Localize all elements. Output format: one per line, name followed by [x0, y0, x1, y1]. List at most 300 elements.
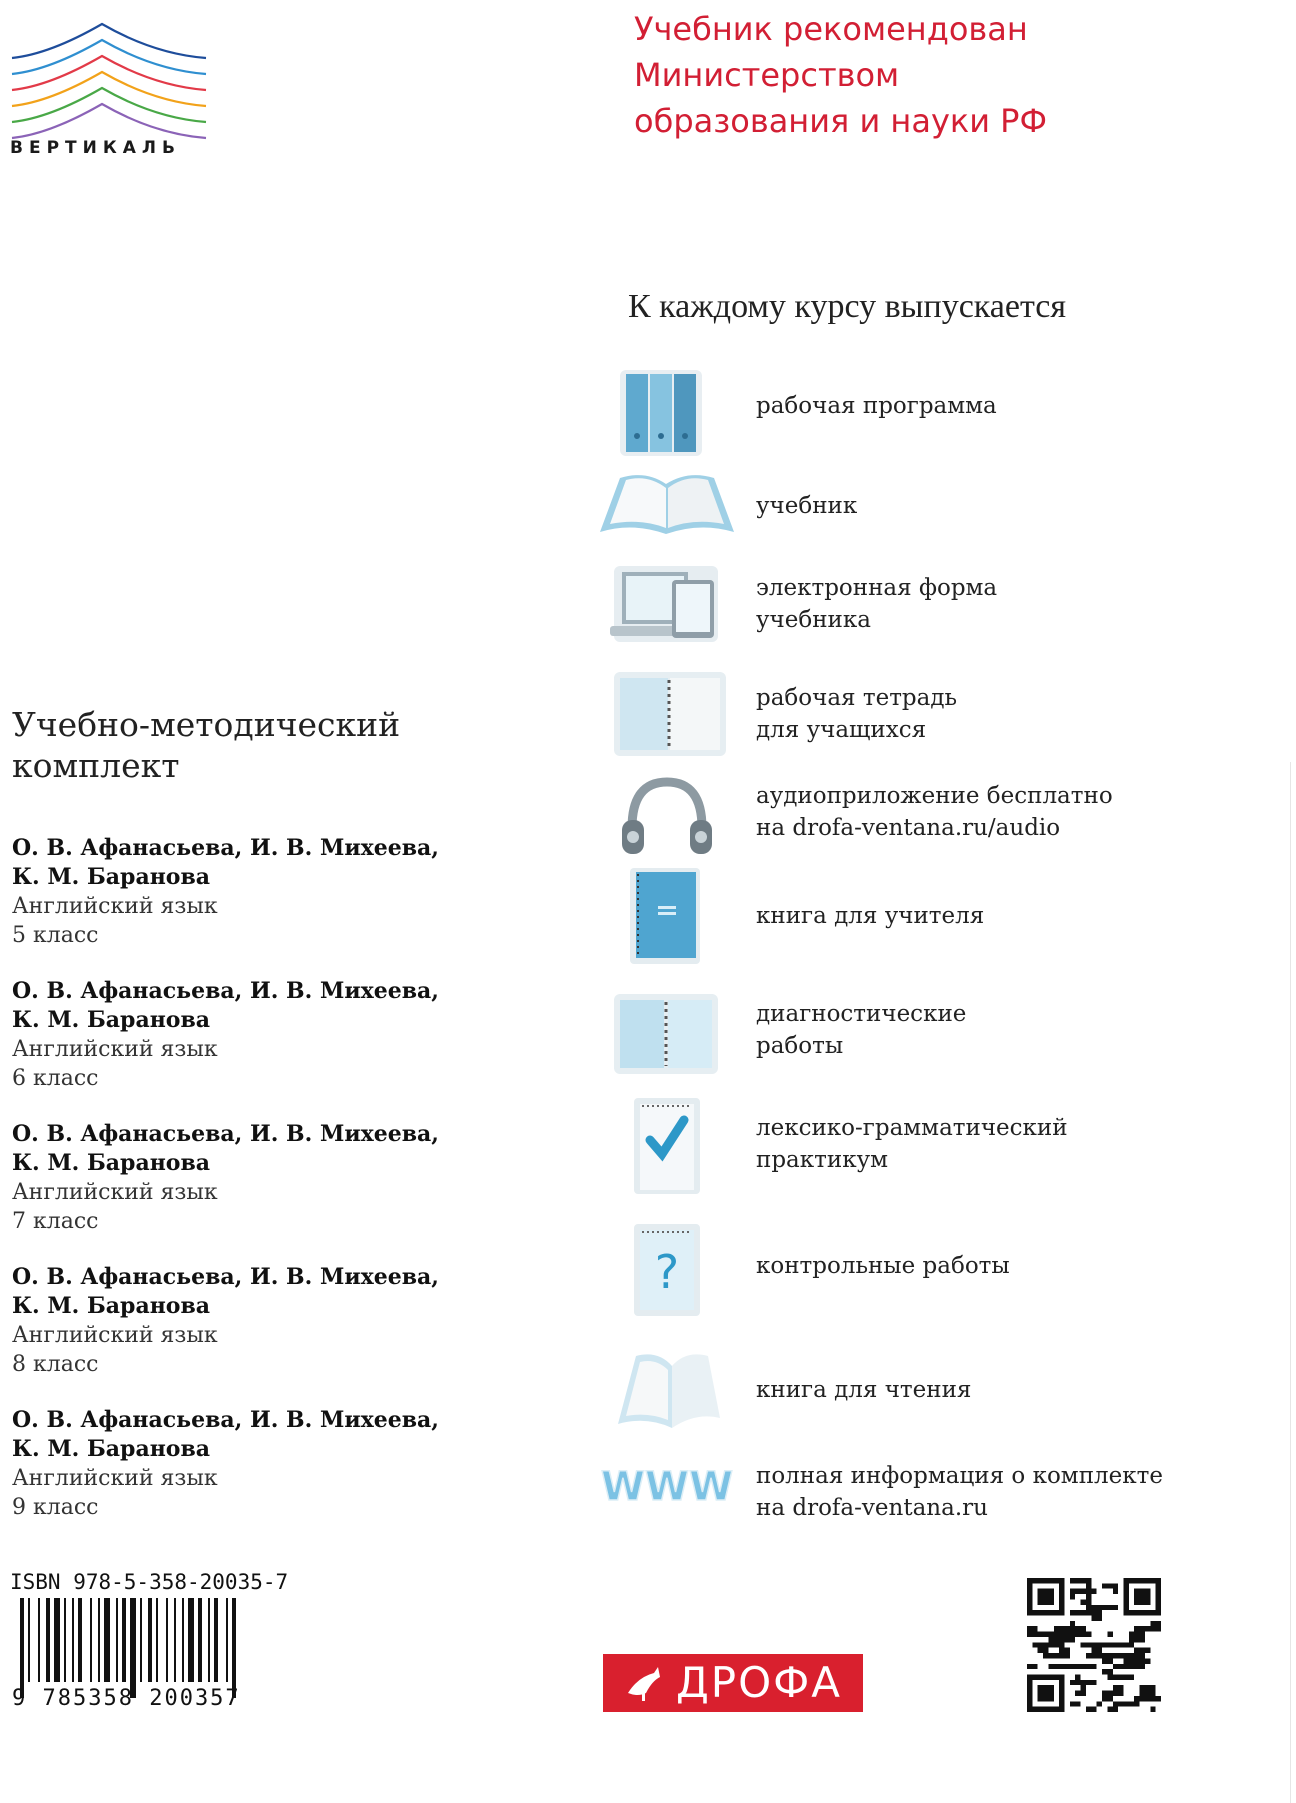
qr-cell	[1113, 1642, 1118, 1647]
barcode-bar	[90, 1598, 92, 1682]
book-authors: К. М. Баранова	[12, 864, 211, 890]
qr-cell	[1134, 1589, 1150, 1605]
course-item-workbook	[756, 682, 957, 746]
qr-cell	[1118, 1664, 1123, 1669]
book-entry-5	[12, 834, 452, 950]
qr-cell	[1140, 1648, 1145, 1653]
qr-cell	[1091, 1648, 1096, 1653]
barcode-bar	[122, 1598, 126, 1682]
barcode-bar	[174, 1598, 176, 1682]
qr-cell	[1102, 1691, 1107, 1696]
qr-cell	[1091, 1707, 1096, 1712]
book-subject: Английский язык	[12, 894, 218, 919]
qr-cell	[1102, 1669, 1107, 1674]
qr-cell	[1086, 1707, 1091, 1712]
bird-icon	[624, 1663, 664, 1703]
qr-cell	[1140, 1626, 1145, 1631]
qr-cell	[1032, 1642, 1037, 1647]
qr-cell	[1059, 1648, 1064, 1653]
qr-cell	[1075, 1664, 1080, 1669]
course-item-line: диагностические	[756, 1001, 967, 1027]
qr-cell	[1054, 1626, 1059, 1631]
qr-cell	[1113, 1691, 1118, 1696]
qr-cell	[1070, 1589, 1075, 1594]
qr-cell	[1075, 1701, 1080, 1706]
qr-cell	[1070, 1664, 1075, 1669]
qr-cell	[1107, 1691, 1112, 1696]
barcode-bar	[98, 1598, 100, 1682]
reading-book-icon	[596, 1336, 738, 1436]
qr-cell	[1038, 1632, 1043, 1637]
qr-cell	[1102, 1653, 1107, 1658]
qr-cell	[1091, 1610, 1096, 1615]
qr-cell	[1086, 1583, 1091, 1588]
qr-cell	[1107, 1707, 1112, 1712]
qr-cell	[1075, 1578, 1080, 1583]
barcode-bar	[130, 1598, 136, 1698]
qr-cell	[1070, 1632, 1075, 1637]
qr-cell	[1129, 1637, 1134, 1642]
qr-cell	[1097, 1616, 1102, 1621]
open-book-icon	[596, 462, 738, 562]
qr-cell	[1065, 1626, 1070, 1631]
qr-cell	[1065, 1648, 1070, 1653]
course-item-diagnostic	[756, 998, 966, 1062]
qr-cell	[1123, 1658, 1128, 1663]
barcode-bar	[72, 1598, 74, 1682]
book-subject: Английский язык	[12, 1323, 218, 1348]
qr-cell	[1113, 1664, 1118, 1669]
qr-cell	[1038, 1589, 1054, 1605]
qr-cell	[1081, 1664, 1086, 1669]
barcode-bar	[38, 1598, 40, 1682]
qr-cell	[1086, 1605, 1091, 1610]
qr-cell	[1081, 1680, 1086, 1685]
qr-cell	[1048, 1637, 1053, 1642]
book-entry-6	[12, 977, 452, 1093]
qr-cell	[1140, 1691, 1145, 1696]
course-item-line: лексико-грамматический	[756, 1115, 1068, 1141]
qr-cell	[1097, 1701, 1102, 1706]
qr-cell	[1123, 1664, 1128, 1669]
qr-cell	[1113, 1589, 1118, 1594]
logo-arc	[12, 24, 206, 58]
qr-cell	[1032, 1664, 1037, 1669]
qr-cell	[1081, 1642, 1086, 1647]
qr-cell	[1118, 1653, 1123, 1658]
course-item-line: практикум	[756, 1147, 888, 1173]
qr-cell	[1075, 1632, 1080, 1637]
qr-cell	[1054, 1637, 1059, 1642]
checkmark-pad-icon	[596, 1096, 738, 1196]
qr-cell	[1091, 1616, 1096, 1621]
barcode-digits: 9 785358 200357	[12, 1686, 241, 1711]
course-item-line: работы	[756, 1033, 844, 1059]
qr-cell	[1123, 1701, 1128, 1706]
qr-cell	[1054, 1632, 1059, 1637]
qr-cell	[1086, 1610, 1091, 1615]
qr-cell	[1129, 1664, 1134, 1669]
qr-cell	[1134, 1701, 1139, 1706]
barcode-bar	[166, 1598, 168, 1682]
page-edge-line	[1290, 762, 1291, 1803]
qr-cell	[1102, 1642, 1107, 1647]
qr-cell	[1075, 1610, 1080, 1615]
qr-cell	[1075, 1626, 1080, 1631]
book-authors: К. М. Баранова	[12, 1436, 211, 1462]
barcode-bar	[104, 1598, 110, 1682]
book-subject: Английский язык	[12, 1037, 218, 1062]
book-authors: О. В. Афанасьева, И. В. Михеева,	[12, 1264, 439, 1290]
qr-cell	[1075, 1680, 1080, 1685]
qr-cell	[1081, 1632, 1086, 1637]
qr-cell	[1091, 1653, 1096, 1658]
qr-cell	[1086, 1578, 1091, 1583]
qr-cell	[1107, 1674, 1112, 1679]
qr-cell	[1081, 1691, 1086, 1696]
qr-cell	[1118, 1685, 1123, 1690]
qr-cell	[1070, 1610, 1075, 1615]
qr-cell	[1075, 1691, 1080, 1696]
qr-cell	[1145, 1685, 1150, 1690]
barcode-bar	[148, 1598, 152, 1682]
qr-cell	[1140, 1664, 1145, 1669]
qr-cell	[1134, 1648, 1139, 1653]
ministry-line: Учебник рекомендован	[634, 10, 1028, 48]
notebook-icon	[596, 990, 738, 1090]
qr-cell	[1097, 1605, 1102, 1610]
qr-cell	[1097, 1653, 1102, 1658]
qr-cell	[1129, 1658, 1134, 1663]
qr-cell	[1107, 1696, 1112, 1701]
logo-text: ВЕРТИКАЛЬ	[10, 138, 181, 158]
qr-cell	[1129, 1653, 1134, 1658]
course-item-line: для учащихся	[756, 717, 927, 743]
umk-title-line: комплект	[12, 746, 180, 785]
teacher-book-icon	[596, 866, 738, 966]
qr-cell	[1107, 1658, 1112, 1663]
ministry-recommendation	[634, 6, 1254, 144]
qr-code	[1027, 1578, 1161, 1712]
qr-cell	[1032, 1632, 1037, 1637]
qr-cell	[1145, 1691, 1150, 1696]
qr-cell	[1134, 1632, 1139, 1637]
qr-cell	[1054, 1642, 1059, 1647]
course-item-textbook	[756, 490, 857, 522]
qr-cell	[1107, 1642, 1112, 1647]
qr-cell	[1140, 1637, 1145, 1642]
qr-cell	[1102, 1605, 1107, 1610]
qr-cell	[1150, 1707, 1155, 1712]
qr-cell	[1118, 1701, 1123, 1706]
barcode-bar	[156, 1598, 158, 1682]
devices-icon	[596, 562, 738, 662]
course-item-audio	[756, 780, 1113, 844]
course-item-line: на drofa-ventana.ru	[756, 1495, 988, 1521]
qr-cell	[1113, 1701, 1118, 1706]
www-icon	[596, 1440, 738, 1540]
book-authors: К. М. Баранова	[12, 1150, 211, 1176]
qr-cell	[1150, 1626, 1155, 1631]
qr-cell	[1070, 1637, 1075, 1642]
qr-cell	[1086, 1632, 1091, 1637]
qr-cell	[1150, 1696, 1155, 1701]
barcode-bar	[140, 1598, 142, 1682]
umk-title	[12, 704, 400, 786]
qr-cell	[1156, 1626, 1161, 1631]
qr-cell	[1150, 1621, 1155, 1626]
qr-cell	[1081, 1610, 1086, 1615]
workbook-icon	[596, 668, 738, 768]
qr-cell	[1091, 1680, 1096, 1685]
qr-cell	[1091, 1664, 1096, 1669]
barcode-bar	[54, 1598, 60, 1682]
barcode-bar	[188, 1598, 194, 1682]
qr-cell	[1107, 1632, 1112, 1637]
qr-cell	[1059, 1642, 1064, 1647]
book-authors: О. В. Афанасьева, И. В. Михеева,	[12, 835, 439, 861]
qr-cell	[1102, 1583, 1107, 1588]
publisher-name: ДРОФА	[675, 1658, 843, 1707]
qr-cell	[1129, 1642, 1134, 1647]
qr-cell	[1065, 1653, 1070, 1658]
qr-cell	[1134, 1626, 1139, 1631]
barcode-bar	[20, 1598, 24, 1698]
qr-cell	[1048, 1664, 1053, 1669]
course-item-line: учебника	[756, 607, 871, 633]
qr-cell	[1134, 1653, 1139, 1658]
qr-cell	[1107, 1653, 1112, 1658]
course-item-reading-book	[756, 1374, 971, 1406]
course-item-line: на drofa-ventana.ru/audio	[756, 815, 1061, 841]
barcode-bar	[208, 1598, 210, 1682]
qr-cell	[1054, 1653, 1059, 1658]
barcode-bar	[78, 1598, 82, 1682]
qr-cell	[1081, 1599, 1086, 1604]
qr-cell	[1027, 1632, 1032, 1637]
qr-cell	[1140, 1685, 1145, 1690]
book-grade: 9 класс	[12, 1495, 99, 1520]
book-grade: 6 класс	[12, 1066, 99, 1091]
qr-cell	[1150, 1691, 1155, 1696]
qr-cell	[1086, 1589, 1091, 1594]
qr-cell	[1065, 1664, 1070, 1669]
barcode-bar	[28, 1598, 30, 1682]
logo-arc	[12, 104, 206, 138]
book-authors: К. М. Баранова	[12, 1007, 211, 1033]
qr-cell	[1097, 1610, 1102, 1615]
qr-cell	[1065, 1637, 1070, 1642]
qr-cell	[1156, 1696, 1161, 1701]
barcode-bar	[226, 1598, 228, 1682]
qr-cell	[1070, 1594, 1075, 1599]
qr-cell	[1043, 1642, 1048, 1647]
headphones-icon	[596, 768, 738, 868]
barcode-bar	[214, 1598, 218, 1682]
qr-cell	[1107, 1583, 1112, 1588]
qr-cell	[1059, 1632, 1064, 1637]
qr-cell	[1086, 1680, 1091, 1685]
qr-cell	[1091, 1642, 1096, 1647]
qr-cell	[1145, 1696, 1150, 1701]
qr-cell	[1129, 1632, 1134, 1637]
qr-cell	[1059, 1664, 1064, 1669]
qr-cell	[1070, 1701, 1075, 1706]
course-item-line: книга для чтения	[756, 1377, 972, 1403]
qr-cell	[1075, 1589, 1080, 1594]
umk-title-line: Учебно-методический	[12, 705, 401, 744]
logo-arc	[12, 56, 206, 90]
course-item-line: аудиоприложение бесплатно	[756, 783, 1113, 809]
course-item-practicum	[756, 1112, 1068, 1176]
qr-cell	[1086, 1599, 1091, 1604]
binders-icon	[596, 366, 738, 466]
book-authors: О. В. Афанасьева, И. В. Михеева,	[12, 1121, 439, 1147]
ministry-line: Министерством	[634, 56, 900, 94]
course-item-line: книга для учителя	[756, 903, 985, 929]
barcode-bar	[198, 1598, 202, 1682]
qr-cell	[1134, 1664, 1139, 1669]
barcode-bar	[116, 1598, 118, 1682]
qr-cell	[1118, 1642, 1123, 1647]
barcode-bar	[46, 1598, 50, 1682]
qr-cell	[1043, 1653, 1048, 1658]
book-entry-7	[12, 1120, 452, 1236]
book-authors: О. В. Афанасьева, И. В. Михеева,	[12, 978, 439, 1004]
qr-cell	[1097, 1648, 1102, 1653]
qr-cell	[1107, 1605, 1112, 1610]
qr-cell	[1134, 1637, 1139, 1642]
logo-arc	[12, 72, 206, 106]
qr-cell	[1027, 1664, 1032, 1669]
course-item-line: рабочая тетрадь	[756, 685, 958, 711]
qr-cell	[1123, 1674, 1128, 1679]
qr-cell	[1075, 1674, 1080, 1679]
qr-cell	[1086, 1642, 1091, 1647]
qr-cell	[1140, 1658, 1145, 1663]
qr-cell	[1048, 1632, 1053, 1637]
book-grade: 7 класс	[12, 1209, 99, 1234]
qr-cell	[1113, 1707, 1118, 1712]
qr-cell	[1070, 1626, 1075, 1631]
qr-cell	[1054, 1664, 1059, 1669]
qr-cell	[1059, 1653, 1064, 1658]
qr-cell	[1027, 1626, 1032, 1631]
qr-cell	[1091, 1605, 1096, 1610]
qr-cell	[1145, 1658, 1150, 1663]
course-item-line: контрольные работы	[756, 1253, 1010, 1279]
course-item-full-info	[756, 1460, 1163, 1524]
qr-cell	[1118, 1691, 1123, 1696]
qr-cell	[1113, 1605, 1118, 1610]
barcode-bar	[232, 1598, 236, 1698]
book-grade: 5 класс	[12, 923, 99, 948]
qr-cell	[1081, 1589, 1086, 1594]
qr-cell	[1145, 1648, 1150, 1653]
svg-text:WWW: WWW	[600, 1464, 734, 1510]
qr-cell	[1043, 1632, 1048, 1637]
book-authors: К. М. Баранова	[12, 1293, 211, 1319]
qr-cell	[1086, 1653, 1091, 1658]
book-entry-9	[12, 1406, 452, 1522]
qr-cell	[1070, 1621, 1075, 1626]
course-item-line: учебник	[756, 493, 858, 519]
qr-cell	[1113, 1583, 1118, 1588]
qr-cell	[1097, 1642, 1102, 1647]
qr-cell	[1134, 1658, 1139, 1663]
book-authors: О. В. Афанасьева, И. В. Михеева,	[12, 1407, 439, 1433]
qr-cell	[1081, 1578, 1086, 1583]
course-item-line: рабочая программа	[756, 393, 997, 419]
logo-arc	[12, 40, 206, 74]
qr-cell	[1102, 1658, 1107, 1663]
course-item-e-textbook	[756, 572, 997, 636]
qr-cell	[1065, 1632, 1070, 1637]
qr-cell	[1070, 1578, 1075, 1583]
qr-cell	[1081, 1626, 1086, 1631]
qr-cell	[1140, 1653, 1145, 1658]
course-item-tests	[756, 1250, 1010, 1282]
book-subject: Английский язык	[12, 1466, 218, 1491]
qr-cell	[1123, 1653, 1128, 1658]
qr-cell	[1059, 1637, 1064, 1642]
qr-cell	[1150, 1685, 1155, 1690]
book-subject: Английский язык	[12, 1180, 218, 1205]
qr-cell	[1086, 1664, 1091, 1669]
qr-cell	[1134, 1696, 1139, 1701]
qr-cell	[1038, 1648, 1043, 1653]
qr-cell	[1091, 1589, 1096, 1594]
isbn-label: ISBN 978-5-358-20035-7	[10, 1570, 289, 1594]
qr-cell	[1118, 1674, 1123, 1679]
qr-cell	[1140, 1696, 1145, 1701]
logo-arc	[12, 88, 206, 122]
qr-cell	[1048, 1642, 1053, 1647]
qr-cell	[1156, 1621, 1161, 1626]
qr-cell	[1113, 1685, 1118, 1690]
qr-cell	[1145, 1626, 1150, 1631]
qr-cell	[1102, 1696, 1107, 1701]
book-entry-8	[12, 1263, 452, 1379]
qr-cell	[1129, 1674, 1134, 1679]
qr-cell	[1032, 1626, 1037, 1631]
barcode-bar	[64, 1598, 66, 1682]
course-item-line: полная информация о комплекте	[756, 1463, 1163, 1489]
qr-cell	[1038, 1642, 1043, 1647]
course-item-teacher-book	[756, 900, 984, 932]
book-grade: 8 класс	[12, 1352, 99, 1377]
ministry-line: образования и науки РФ	[634, 102, 1048, 140]
barcode-bar	[182, 1598, 184, 1682]
question-pad-icon	[596, 1222, 738, 1322]
qr-cell	[1043, 1648, 1048, 1653]
svg-text:?: ?	[654, 1245, 680, 1299]
course-item-work-program	[756, 390, 997, 422]
qr-cell	[1086, 1594, 1091, 1599]
qr-cell	[1059, 1626, 1064, 1631]
qr-cell	[1081, 1685, 1086, 1690]
drofa-logo	[603, 1654, 863, 1712]
qr-cell	[1113, 1653, 1118, 1658]
qr-cell	[1113, 1674, 1118, 1679]
qr-cell	[1123, 1642, 1128, 1647]
qr-cell	[1107, 1669, 1112, 1674]
course-item-line: электронная форма	[756, 575, 998, 601]
qr-cell	[1129, 1701, 1134, 1706]
qr-cell	[1140, 1632, 1145, 1637]
qr-cell	[1038, 1685, 1054, 1701]
qr-cell	[1048, 1653, 1053, 1658]
